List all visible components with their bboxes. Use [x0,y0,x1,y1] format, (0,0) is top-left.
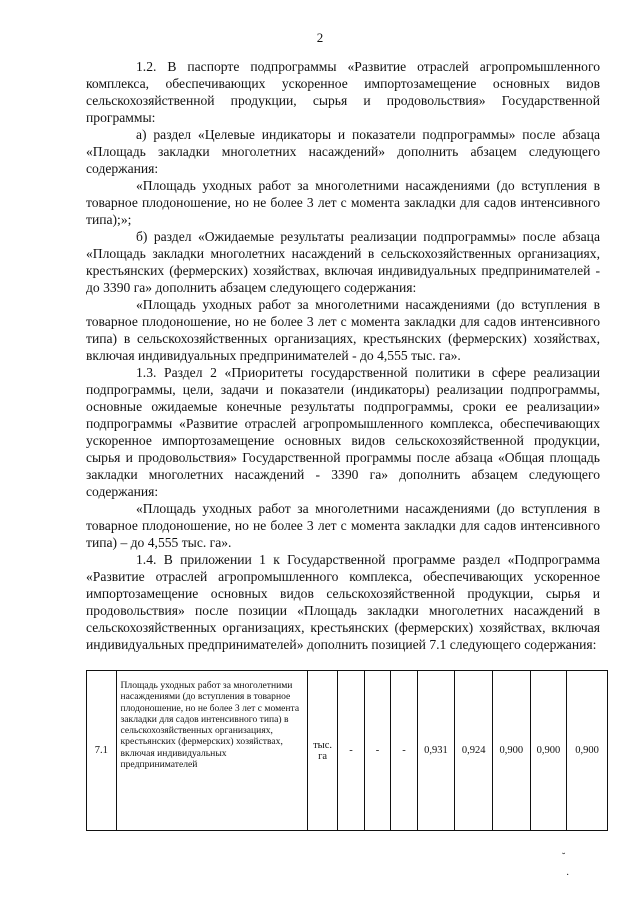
paragraph-1-3: 1.3. Раздел 2 «Приоритеты государственной политики в сфере реализации подпрограммы, цели, задачи и показатели (индикаторы) реализации подпрограммы, основные ожидаемые конечные результаты подпрограммы, сроки ее реализации» подпрограммы «Развитие отраслей агропромышленного комплекса, обеспечивающих ускоренное импортозамещение основных видов сельскохозяйственной продукции, сырья и продовольствия» Государственной программы после абзаца «Общая площадь закладки многолетних насаждений - 3390 га» дополнить абзацем следующего содержания: [86,365,600,499]
scan-mark: · [566,870,570,881]
value-cell: 0,900 [530,671,567,831]
document-body [86,58,600,653]
paragraph-1-4: 1.4. В приложении 1 к Государственной программе раздел «Подпрограмма «Развитие отраслей агропромышленного комплекса, обеспечивающих ускоренное импортозамещение основных видов сельскохозяйственной продукции, сырья и продовольствия» после позиции «Площадь закладки многолетних насаждений в сельскохозяйственных организациях, крестьянских (фермерских) хозяйствах, включая индивидуальных предпринимателей» дополнить позицией 7.1 следующего содержания: [86,552,600,652]
indicator-table [86,670,608,831]
value-cell: 0,924 [455,671,493,831]
value-cell: - [338,671,364,831]
scan-mark: ˘ [562,852,566,863]
paragraph-1-2-b: б) раздел «Ожидаемые результаты реализации подпрограммы» после абзаца «Площадь закладки многолетних насаждений в сельскохозяйственных организациях, крестьянских (фермерских) хозяйствах, включая индивидуальных предпринимателей - до 3390 га» дополнить абзацем следующего содержания: [86,229,600,295]
value-cell: - [391,671,417,831]
value-cell: 0,931 [417,671,455,831]
row-description-cell: Площадь уходных работ за многолетними насаждениями (до вступления в товарное плодоношение, но не более 3 лет с момента закладки для садов интенсивного типа) в сельскохозяйственных организациях, крестьянских (фермерских) хозяйствах, включая индивидуальных предпринимателей [116,671,307,831]
row-unit-cell: тыс. га [307,671,338,831]
paragraph-1-2-a-quote: «Площадь уходных работ за многолетними насаждениями (до вступления в товарное плодоношение, но не более 3 лет с момента закладки для садов интенсивного типа);»; [86,178,600,227]
value-cell: 0,900 [567,671,608,831]
paragraph-1-2: 1.2. В паспорте подпрограммы «Развитие отраслей агропромышленного комплекса, обеспечивающих ускоренное импортозамещение основных видов сельскохозяйственной продукции, сырья и продовольствия» Государственной программы: [86,59,600,125]
value-cell: - [364,671,390,831]
row-number-cell: 7.1 [87,671,117,831]
table-row [87,671,608,831]
value-cell: 0,900 [492,671,530,831]
page-number: 2 [316,30,324,45]
paragraph-1-3-quote: «Площадь уходных работ за многолетними насаждениями (до вступления в товарное плодоношение, но не более 3 лет с момента закладки для садов интенсивного типа) – до 4,555 тыс. га». [86,501,600,550]
paragraph-1-2-a: а) раздел «Целевые индикаторы и показатели подпрограммы» после абзаца «Площадь закладки многолетних насаждений» дополнить абзацем следующего содержания: [86,127,600,176]
paragraph-1-2-b-quote: «Площадь уходных работ за многолетними насаждениями (до вступления в товарное плодоношение, но не более 3 лет с момента закладки для садов интенсивного типа) в сельскохозяйственных организациях, крестьянских (фермерских) хозяйствах, включая индивидуальных предпринимателей - до 4,555 тыс. га». [86,297,600,363]
